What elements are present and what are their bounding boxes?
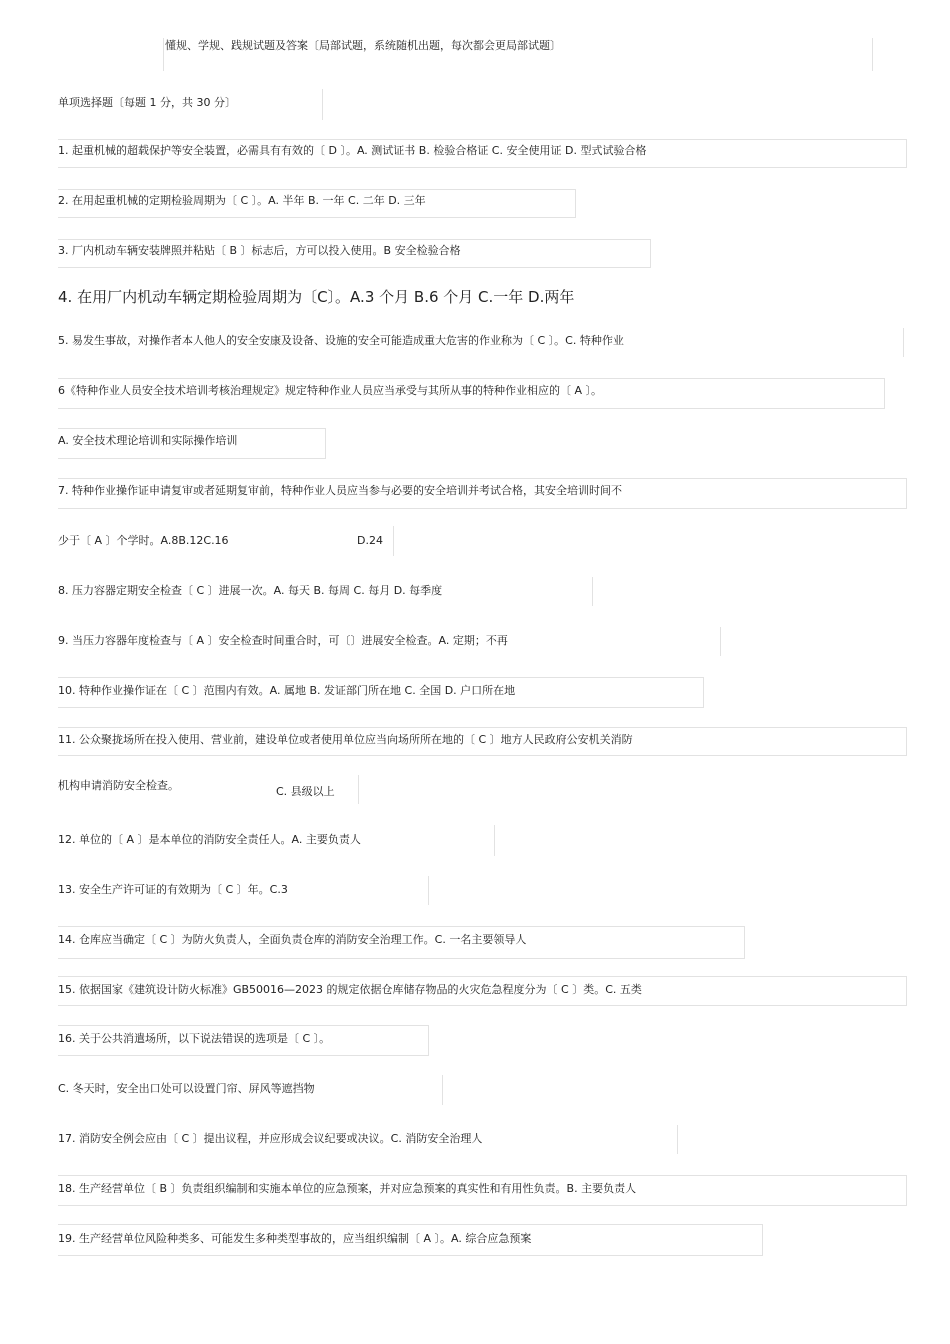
question-12: 12. 单位的〔 A 〕是本单位的消防安全责任人。A. 主要负责人 [58,833,361,846]
question-15: 15. 依据国家《建筑设计防火标准》GB50016—2023 的规定依据仓库储存物品的火灾危急程度分为〔 C 〕类。C. 五类 [58,983,642,996]
question-11-answer: C. 县级以上 [276,785,335,798]
question-2: 2. 在用起重机械的定期检验周期为〔 C 〕。A. 半年 B. 一年 C. 二年 D. 三年 [58,194,426,207]
question-8: 8. 压力容器定期安全检查〔 C 〕进展一次。A. 每天 B. 每周 C. 每月 D. 每季度 [58,584,443,597]
question-16: 16. 关于公共消遣场所，以下说法错误的选项是〔 C 〕。 [58,1032,331,1045]
question-3: 3. 厂内机动车辆安装牌照并粘贴〔 B 〕标志后，方可以投入使用。B 安全检验合格 [58,244,461,257]
question-18: 18. 生产经营单位〔 B 〕负责组织编制和实施本单位的应急预案，并对应急预案的真实性和有用性负责。B. 主要负责人 [58,1182,637,1195]
question-4: 4. 在用厂内机动车辆定期检验周期为〔C〕。A.3 个月 B.6 个月 C.一年 D.两年 [58,288,575,306]
question-7-cont: 少于〔 A 〕个学时。A.8B.12C.16 [58,534,229,547]
question-9: 9. 当压力容器年度检查与〔 A 〕安全检查时间重合时，可〔〕进展安全检查。A. 定期；不再 [58,634,508,647]
question-11-cont: 机构申请消防安全检查。 [58,779,179,792]
question-7: 7. 特种作业操作证申请复审或者延期复审前，特种作业人员应当参与必要的安全培训并考试合格，其安全培训时间不 [58,484,622,497]
question-6-answer: A. 安全技术理论培训和实际操作培训 [58,434,238,447]
question-14: 14. 仓库应当确定〔 C 〕为防火负责人，全面负责仓库的消防安全治理工作。C. 一名主要领导人 [58,933,527,946]
question-1: 1. 起重机械的超载保护等安全装置，必需具有有效的〔 D 〕。A. 测试证书 B. 检验合格证 C. 安全使用证 D. 型式试验合格 [58,144,647,157]
question-10: 10. 特种作业操作证在〔 C 〕范围内有效。A. 属地 B. 发证部门所在地 C. 全国 D. 户口所在地 [58,684,516,697]
question-5: 5. 易发生事故，对操作者本人他人的安全安康及设备、设施的安全可能造成重大危害的作业称为〔 C 〕。C. 特种作业 [58,334,624,347]
section-title: 单项选择题〔每题 1 分，共 30 分〕 [58,96,236,109]
question-7-option-d: D.24 [357,534,383,547]
question-11: 11. 公众聚拢场所在投入使用、营业前，建设单位或者使用单位应当向场所所在地的〔 C 〕地方人民政府公安机关消防 [58,733,633,746]
question-19: 19. 生产经营单位风险种类多、可能发生多种类型事故的，应当组织编制〔 A 〕。A. 综合应急预案 [58,1232,532,1245]
question-6: 6《特种作业人员安全技术培训考核治理规定》规定特种作业人员应当承受与其所从事的特种作业相应的〔 A 〕。 [58,384,603,397]
question-17: 17. 消防安全例会应由〔 C 〕提出议程，并应形成会议纪要或决议。C. 消防安全治理人 [58,1132,483,1145]
question-16-answer: C. 冬天时，安全出口处可以设置门帘、屏风等遮挡物 [58,1082,315,1095]
question-13: 13. 安全生产许可证的有效期为〔 C 〕年。C.3 [58,883,288,896]
page-header: 懂规、学规、践规试题及答案〔局部试题，系统随机出题，每次都会更局部试题〕 [165,39,561,52]
